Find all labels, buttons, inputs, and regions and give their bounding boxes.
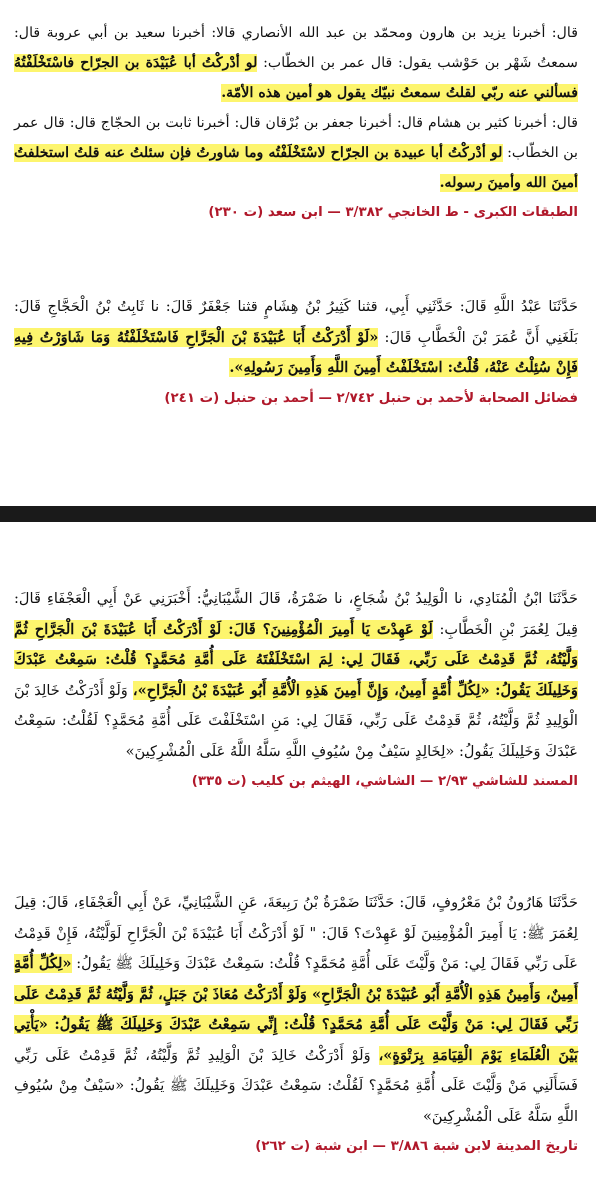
excerpt-paragraph: [14, 584, 578, 767]
excerpt-ahmad: [14, 292, 578, 410]
isnad-text: قال: أخبرنا يزيد بن هارون ومحمّد بن عبد الله الأنصاري قالا: أخبرنا سعيد بن أبي عروبة قال: سمعتُ شَهْر بن حَوْشب يقول: قال عمر بن الخطّاب:: [14, 25, 578, 71]
source-citation: تاريخ المدينة لابن شبة ٣/٨٨٦ — ابن شبة (ت ٢٦٢): [255, 1139, 578, 1154]
excerpt-paragraph: [14, 18, 578, 108]
excerpt-paragraph: [14, 888, 578, 1132]
excerpt-paragraph: [14, 292, 578, 384]
highlighted-text: «لِكُلِّ أُمَّةٍ أَمِينٌ، وَأَمِينُ هَذِهِ الْأُمَّةِ أَبُو عُبَيْدَةَ بْنُ الْجَرَّاحِ» وَلَوْ أَدْرَكْتُ مُعَاذَ بْنَ جَبَلٍ، ثُمَّ وَلَّيْتُهُ ثُمَّ قَدِمْتُ عَلَى رَبِّي فَقَالَ لِي: مَنْ وَلَّيْتَ عَلَى أُمَّةِ مُحَمَّدٍ؟ قُلْتُ: إِنِّي سَمِعْتُ عَبْدَكَ وَخَلِيلَكَ ﷺ يَقُولُ: «يَأْتِي بَيْنَ الْعُلَمَاءِ يَوْمَ الْقِيَامَةِ بِرَتْوَةٍ»،: [14, 955, 578, 1064]
isnad-text: حَدَّثَنَا ابْنُ الْمُنَادِي، نا الْوَلِيدُ بْنُ شُجَاعٍ، نا ضَمْرَةُ، قَالَ الشَّيْبَانِيُّ: أَخْبَرَنِي عَنْ أَبِي الْعَجْفَاءِ قَالَ: قِيلَ لِعُمَرَ بْنِ الْخَطَّابِ:: [14, 590, 578, 638]
isnad-text: حَدَّثَنَا عَبْدُ اللَّهِ قَالَ: حَدَّثَنِي أَبِي، قثنا كَثِيرُ بْنُ هِشَامٍ قثنا جَعْفَرٌ قَالَ: نا ثَابِتُ بْنُ الْحَجَّاجِ قَالَ: بَلَغَنِي أَنَّ عُمَرَ بْنَ الْخَطَّابِ قَالَ:: [14, 298, 579, 346]
excerpt-paragraph: [14, 108, 578, 198]
highlighted-text: «لَوْ أَدْرَكْتُ أَبَا عُبَيْدَةَ بْنَ الْجَرَّاحِ فَاسْتَخْلَفْتُهُ وَمَا شَاوَرْتُ فِيهِ فَإِنْ سُئِلْتُ عَنْهُ، قُلْتُ: اسْتَخْلَفْتُ أَمِينَ اللَّهِ وَأَمِينَ رَسُولِهِ».: [14, 328, 578, 376]
source-citation: المسند للشاشي ٢/٩٣ — الشاشي، الهيثم بن كليب (ت ٣٣٥): [191, 774, 578, 789]
excerpt-ibn-shabba: [14, 888, 578, 1158]
highlighted-text: لو أدْركْتُ أبا عبيدة بن الجرّاح لاسْتَخْلَفْتُه وما شاورتُ فإن سئلتُ عنه قلتُ استخلفتُ أمينَ الله وأمينَ رسوله.: [14, 145, 578, 191]
excerpt-shashi: [14, 584, 578, 793]
highlighted-text: لَوْ عَهِدْتَ يَا أَمِيرَ الْمُؤْمِنِينَ؟ قَالَ: لَوْ أَدْرَكْتُ أَبَا عُبَيْدَةَ بْنَ الْجَرَّاحِ ثُمَّ وَلَّيْتُهُ، ثُمَّ قَدِمْتُ عَلَى رَبِّي، فَقَالَ لِي: لِمَ اسْتَخْلَفْتَهُ عَلَى أُمَّةِ مُحَمَّدٍ؟ قُلْتُ: سَمِعْتُ عَبْدَكَ وَخَلِيلَكَ يَقُولُ: «لِكُلِّ أُمَّةٍ أَمِينٌ، وَإِنَّ أَمِينَ هَذِهِ الْأُمَّةِ أَبُو عُبَيْدَةَ بْنُ الْجَرَّاحِ»،: [14, 620, 578, 699]
isnad-text: حَدَّثَنَا هَارُونُ بْنُ مَعْرُوفٍ، قَالَ: حَدَّثَنَا ضَمْرَةُ بْنُ رَبِيعَةَ، عَنِ الشَّيْبَانِيِّ، عَنْ أَبِي الْعَجْفَاءِ، قَالَ: قِيلَ لِعُمَرَ ﷺ: يَا أَمِيرَ الْمُؤْمِنِينَ لَوْ عَهِدْتَ؟ قَالَ: " لَوْ أَدْرَكْتُ أَبَا عُبَيْدَةَ بْنَ الْجَرَّاحِ لَوَلَّيْتُهُ، فَإِنْ قَدِمْتُ عَلَى رَبِّي فَقَالَ لِي: مَنْ وَلَّيْتَ عَلَى أُمَّةِ مُحَمَّدٍ؟ قُلْتُ: سَمِعْتُ عَبْدَكَ وَخَلِيلَكَ ﷺ يَقُولُ:: [14, 894, 578, 972]
excerpt-ibn-saad: [14, 18, 578, 224]
continuation-text: وَلَوْ أَدْرَكْتُ خَالِدَ بْنَ الْوَلِيدِ ثُمَّ وَلَّيْتُهُ، ثُمَّ قَدِمْتُ عَلَى رَبِّي، فَقَالَ لِي: مَنِ اسْتَخْلَفْتَ عَلَى أُمَّةِ مُحَمَّدٍ؟ لَقُلْتُ: سَمِعْتُ عَبْدَكَ وَخَلِيلَكَ يَقُولُ: «لِخَالِدٍ سَيْفٌ مِنْ سُيُوفِ اللَّهِ سَلَّهُ اللَّهُ عَلَى الْمُشْرِكِينَ»: [14, 681, 578, 760]
isnad-text: قال: أخبرنا كثير بن هشام قال: أخبرنا جعفر بن بُرْقان قال: أخبرنا ثابت بن الحجّاج قال: قال عمر بن الخطّاب:: [14, 115, 578, 161]
continuation-text: وَلَوْ أَدْرَكْتُ خَالِدَ بْنَ الْوَلِيدِ ثُمَّ وَلَّيْتُهُ، ثُمَّ قَدِمْتُ عَلَى رَبِّي فَسَأَلَنِي مَنْ وَلَّيْتَ عَلَى أُمَّةِ مُحَمَّدٍ؟ لَقُلْتُ: سَمِعْتُ عَبْدَكَ وَخَلِيلَكَ ﷺ يَقُولُ: «سَيْفٌ مِنْ سُيُوفِ اللَّهِ سَلَّهُ عَلَى الْمُشْرِكِينَ»: [14, 1046, 578, 1125]
source-citation: الطبقات الكبرى - ط الخانجي ٣/٣٨٢ — ابن سعد (ت ٢٣٠): [208, 205, 578, 220]
bottom-screenshot-panel: [0, 522, 596, 1200]
top-screenshot-panel: [0, 0, 596, 506]
highlighted-text: لو أدْركْتُ أبا عُبَيْدَة بن الجرّاح فاسْتَخْلَفْتُهُ فسألني عنه ربّي لقلتُ سمعتُ نبيّك يقول هو أمين هذه الأمّة.: [14, 55, 578, 101]
source-citation: فضائل الصحابة لأحمد بن حنبل ٢/٧٤٢ — أحمد بن حنبل (ت ٢٤١): [164, 390, 578, 406]
screenshot-divider: [0, 506, 596, 522]
